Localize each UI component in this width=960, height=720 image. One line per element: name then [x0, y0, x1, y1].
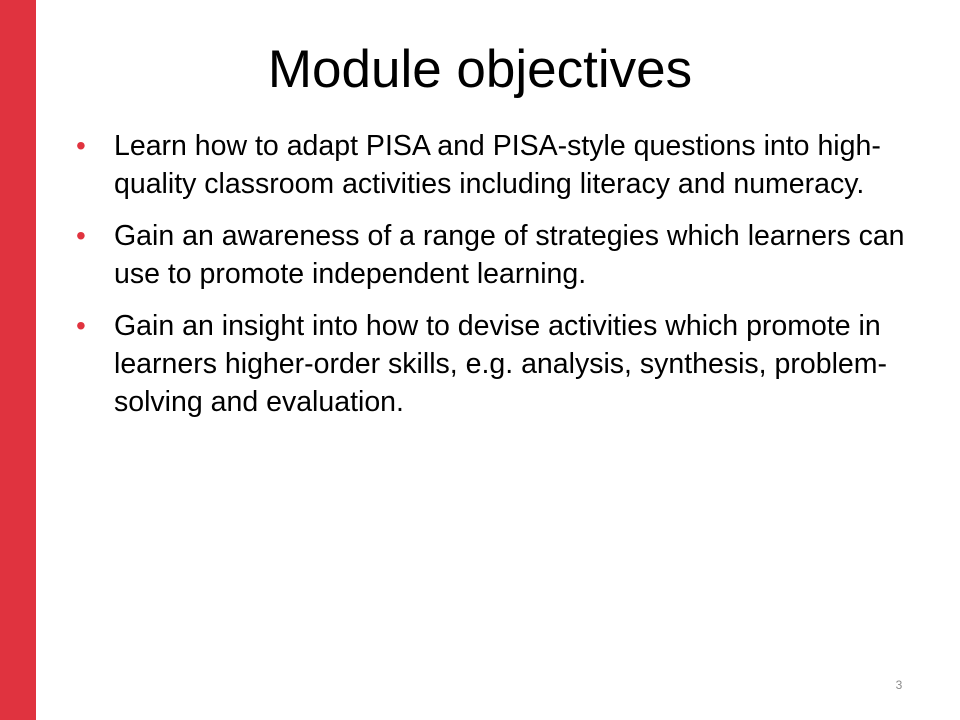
objective-item-1 [76, 127, 906, 203]
slide-title: Module objectives [267, 40, 693, 99]
objective-item-2 [76, 217, 906, 293]
accent-side-bar [0, 0, 36, 720]
bullet-dot-icon: • [76, 220, 86, 251]
page-number: 3 [895, 678, 903, 692]
bullet-dot-icon: • [76, 310, 86, 341]
objective-text-2: Gain an awareness of a range of strategies which learners can use to promote independent learning. [114, 220, 905, 290]
objective-text-1: Learn how to adapt PISA and PISA-style questions into high-quality classroom activities including literacy and numeracy. [114, 130, 881, 200]
objective-text-3: Gain an insight into how to devise activities which promote in learners higher-order skills, e.g. analysis, synthesis, problem-solving and evaluation. [114, 310, 887, 418]
objectives-list [76, 127, 906, 435]
bullet-dot-icon: • [76, 130, 86, 161]
objective-item-3 [76, 307, 906, 421]
